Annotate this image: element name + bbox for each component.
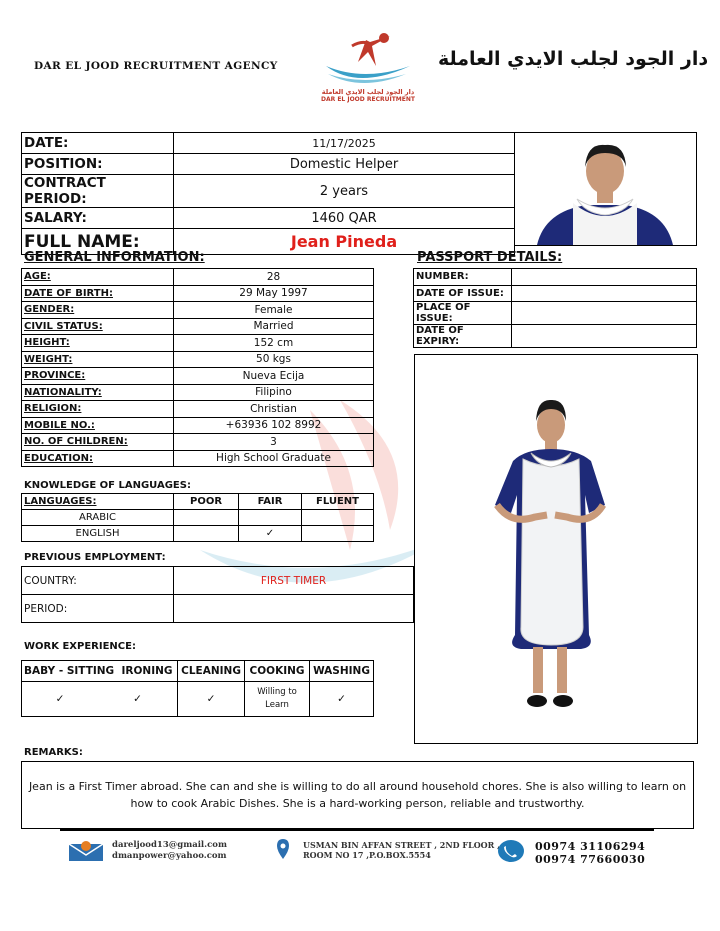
position-label: POSITION: [22, 154, 174, 175]
weight-label: WEIGHT: [22, 351, 174, 368]
contract-period-value: 2 years [174, 175, 515, 208]
passport-row [414, 285, 697, 302]
english-fair: ✓ [239, 526, 302, 542]
logo-english-text: DAR EL JOOD RECRUITMENT [321, 96, 415, 103]
arabic-fluent [302, 510, 374, 526]
general-information-title: GENERAL INFORMATION: [24, 250, 205, 265]
passport-place-of-issue-value [512, 302, 697, 325]
language-arabic: ARABIC [22, 510, 174, 526]
languages-head-fair: FAIR [239, 494, 302, 510]
date-of-birth-label: DATE OF BIRTH: [22, 285, 174, 302]
passport-date-of-issue-value [512, 285, 697, 302]
work-head-washing: WASHING [310, 661, 374, 682]
work-ironing-value: ✓ [98, 682, 178, 717]
general-row [22, 450, 374, 467]
work-experience-table [21, 660, 374, 717]
languages-head-fluent: FLUENT [302, 494, 374, 510]
civil-status-value: Married [174, 318, 374, 335]
passport-row [414, 325, 697, 348]
general-information-table [21, 268, 374, 467]
weight-value: 50 kgs [174, 351, 374, 368]
religion-value: Christian [174, 401, 374, 418]
logo-arabic-text: دار الجود لجلب الايدي العاملة [321, 88, 415, 96]
salary-label: SALARY: [22, 208, 174, 229]
age-value: 28 [174, 269, 374, 286]
work-baby-sitting-value: ✓ [22, 682, 99, 717]
general-row [22, 417, 374, 434]
portrait-figure-icon [515, 133, 696, 245]
phone-icon [497, 839, 525, 863]
gender-label: GENDER: [22, 302, 174, 319]
languages-head-poor: POOR [174, 494, 239, 510]
arabic-fair [239, 510, 302, 526]
full-name-label: FULL NAME: [22, 229, 174, 255]
mobile-no-label: MOBILE NO.: [22, 417, 174, 434]
languages-table [21, 493, 374, 542]
top-info-table [21, 132, 515, 255]
remarks-title: REMARKS: [24, 747, 83, 758]
date-value: 11/17/2025 [174, 133, 515, 154]
passport-details-table [413, 268, 697, 348]
education-value: High School Graduate [174, 450, 374, 467]
passport-date-of-issue-label: DATE OF ISSUE: [414, 285, 512, 302]
height-value: 152 cm [174, 335, 374, 352]
general-row [22, 351, 374, 368]
province-label: PROVINCE: [22, 368, 174, 385]
footer-address-2: ROOM NO 17 ,P.O.BOX.5554 [303, 850, 431, 860]
general-row [22, 368, 374, 385]
nationality-label: NATIONALITY: [22, 384, 174, 401]
education-label: EDUCATION: [22, 450, 174, 467]
agency-logo [318, 26, 418, 104]
remarks-text: Jean is a First Timer abroad. She can and she is willing to do all around household chores. She is also willing to learn on how to cook Arabic Dishes. She is a hard-working person, reliable and trustworthy. [21, 761, 694, 829]
salary-value: 1460 QAR [174, 208, 515, 229]
footer-divider [60, 829, 654, 831]
work-head-ironing: IRONING [121, 665, 173, 677]
language-english: ENGLISH [22, 526, 174, 542]
general-row [22, 269, 374, 286]
footer-phone-1: 00974 31106294 [535, 840, 646, 853]
contract-period-label: CONTRACT PERIOD: [22, 175, 174, 208]
work-experience-title: WORK EXPERIENCE: [24, 641, 136, 652]
footer-address-1: USMAN BIN AFFAN STREET , 2ND FLOOR , [303, 840, 500, 850]
email-icon [68, 840, 104, 862]
period-label: PERIOD: [22, 595, 174, 623]
position-value: Domestic Helper [174, 154, 515, 175]
profile-photo-portrait [515, 132, 697, 246]
general-row [22, 285, 374, 302]
age-label: AGE: [22, 269, 174, 286]
country-label: COUNTRY: [22, 567, 174, 595]
no-of-children-value: 3 [174, 434, 374, 451]
footer-email-1: dareljood13@gmail.com [112, 840, 227, 850]
english-fluent [302, 526, 374, 542]
gender-value: Female [174, 302, 374, 319]
passport-number-label: NUMBER: [414, 269, 512, 286]
height-label: HEIGHT: [22, 335, 174, 352]
nationality-value: Filipino [174, 384, 374, 401]
no-of-children-label: NO. OF CHILDREN: [22, 434, 174, 451]
religion-label: RELIGION: [22, 401, 174, 418]
arabic-poor [174, 510, 239, 526]
general-row [22, 401, 374, 418]
location-pin-icon [276, 838, 290, 860]
agency-name-english: DAR EL JOOD RECRUITMENT AGENCY [34, 60, 278, 72]
civil-status-label: CIVIL STATUS: [22, 318, 174, 335]
passport-number-value [512, 269, 697, 286]
work-cooking-value: Willing to Learn [245, 682, 310, 717]
work-cleaning-value: ✓ [178, 682, 245, 717]
passport-date-of-expiry-value [512, 325, 697, 348]
country-value: FIRST TIMER [174, 567, 414, 595]
passport-row [414, 302, 697, 325]
passport-details-title: PASSPORT DETAILS: [417, 250, 563, 265]
work-washing-value: ✓ [310, 682, 374, 717]
province-value: Nueva Ecija [174, 368, 374, 385]
work-head-baby-sitting: BABY - SITTING [24, 665, 115, 677]
general-row [22, 302, 374, 319]
footer-email-2: dmanpower@yahoo.com [112, 851, 227, 861]
work-head-cooking: COOKING [245, 661, 310, 682]
general-row [22, 335, 374, 352]
date-label: DATE: [22, 133, 174, 154]
agency-name-arabic: دار الجود لجلب الايدي العاملة [438, 48, 709, 70]
general-row [22, 434, 374, 451]
english-poor [174, 526, 239, 542]
general-row [22, 384, 374, 401]
date-of-birth-value: 29 May 1997 [174, 285, 374, 302]
passport-row [414, 269, 697, 286]
passport-place-of-issue-label: PLACE OF ISSUE: [414, 302, 512, 325]
general-row [22, 318, 374, 335]
full-body-figure-icon [415, 355, 697, 743]
full-name-value: Jean Pineda [174, 229, 515, 255]
work-head-baby-ironing [22, 661, 178, 682]
languages-head-name: LANGUAGES: [22, 494, 174, 510]
profile-photo-full-body [414, 354, 698, 744]
mobile-no-value: +63936 102 8992 [174, 417, 374, 434]
passport-date-of-expiry-label: DATE OF EXPIRY: [414, 325, 512, 348]
previous-employment-title: PREVIOUS EMPLOYMENT: [24, 552, 166, 563]
logo-mark-icon [318, 26, 418, 88]
footer-phone-2: 00974 77660030 [535, 853, 646, 866]
work-head-cleaning: CLEANING [178, 661, 245, 682]
period-value [174, 595, 414, 623]
languages-title: KNOWLEDGE OF LANGUAGES: [24, 480, 191, 491]
previous-employment-table [21, 566, 414, 623]
